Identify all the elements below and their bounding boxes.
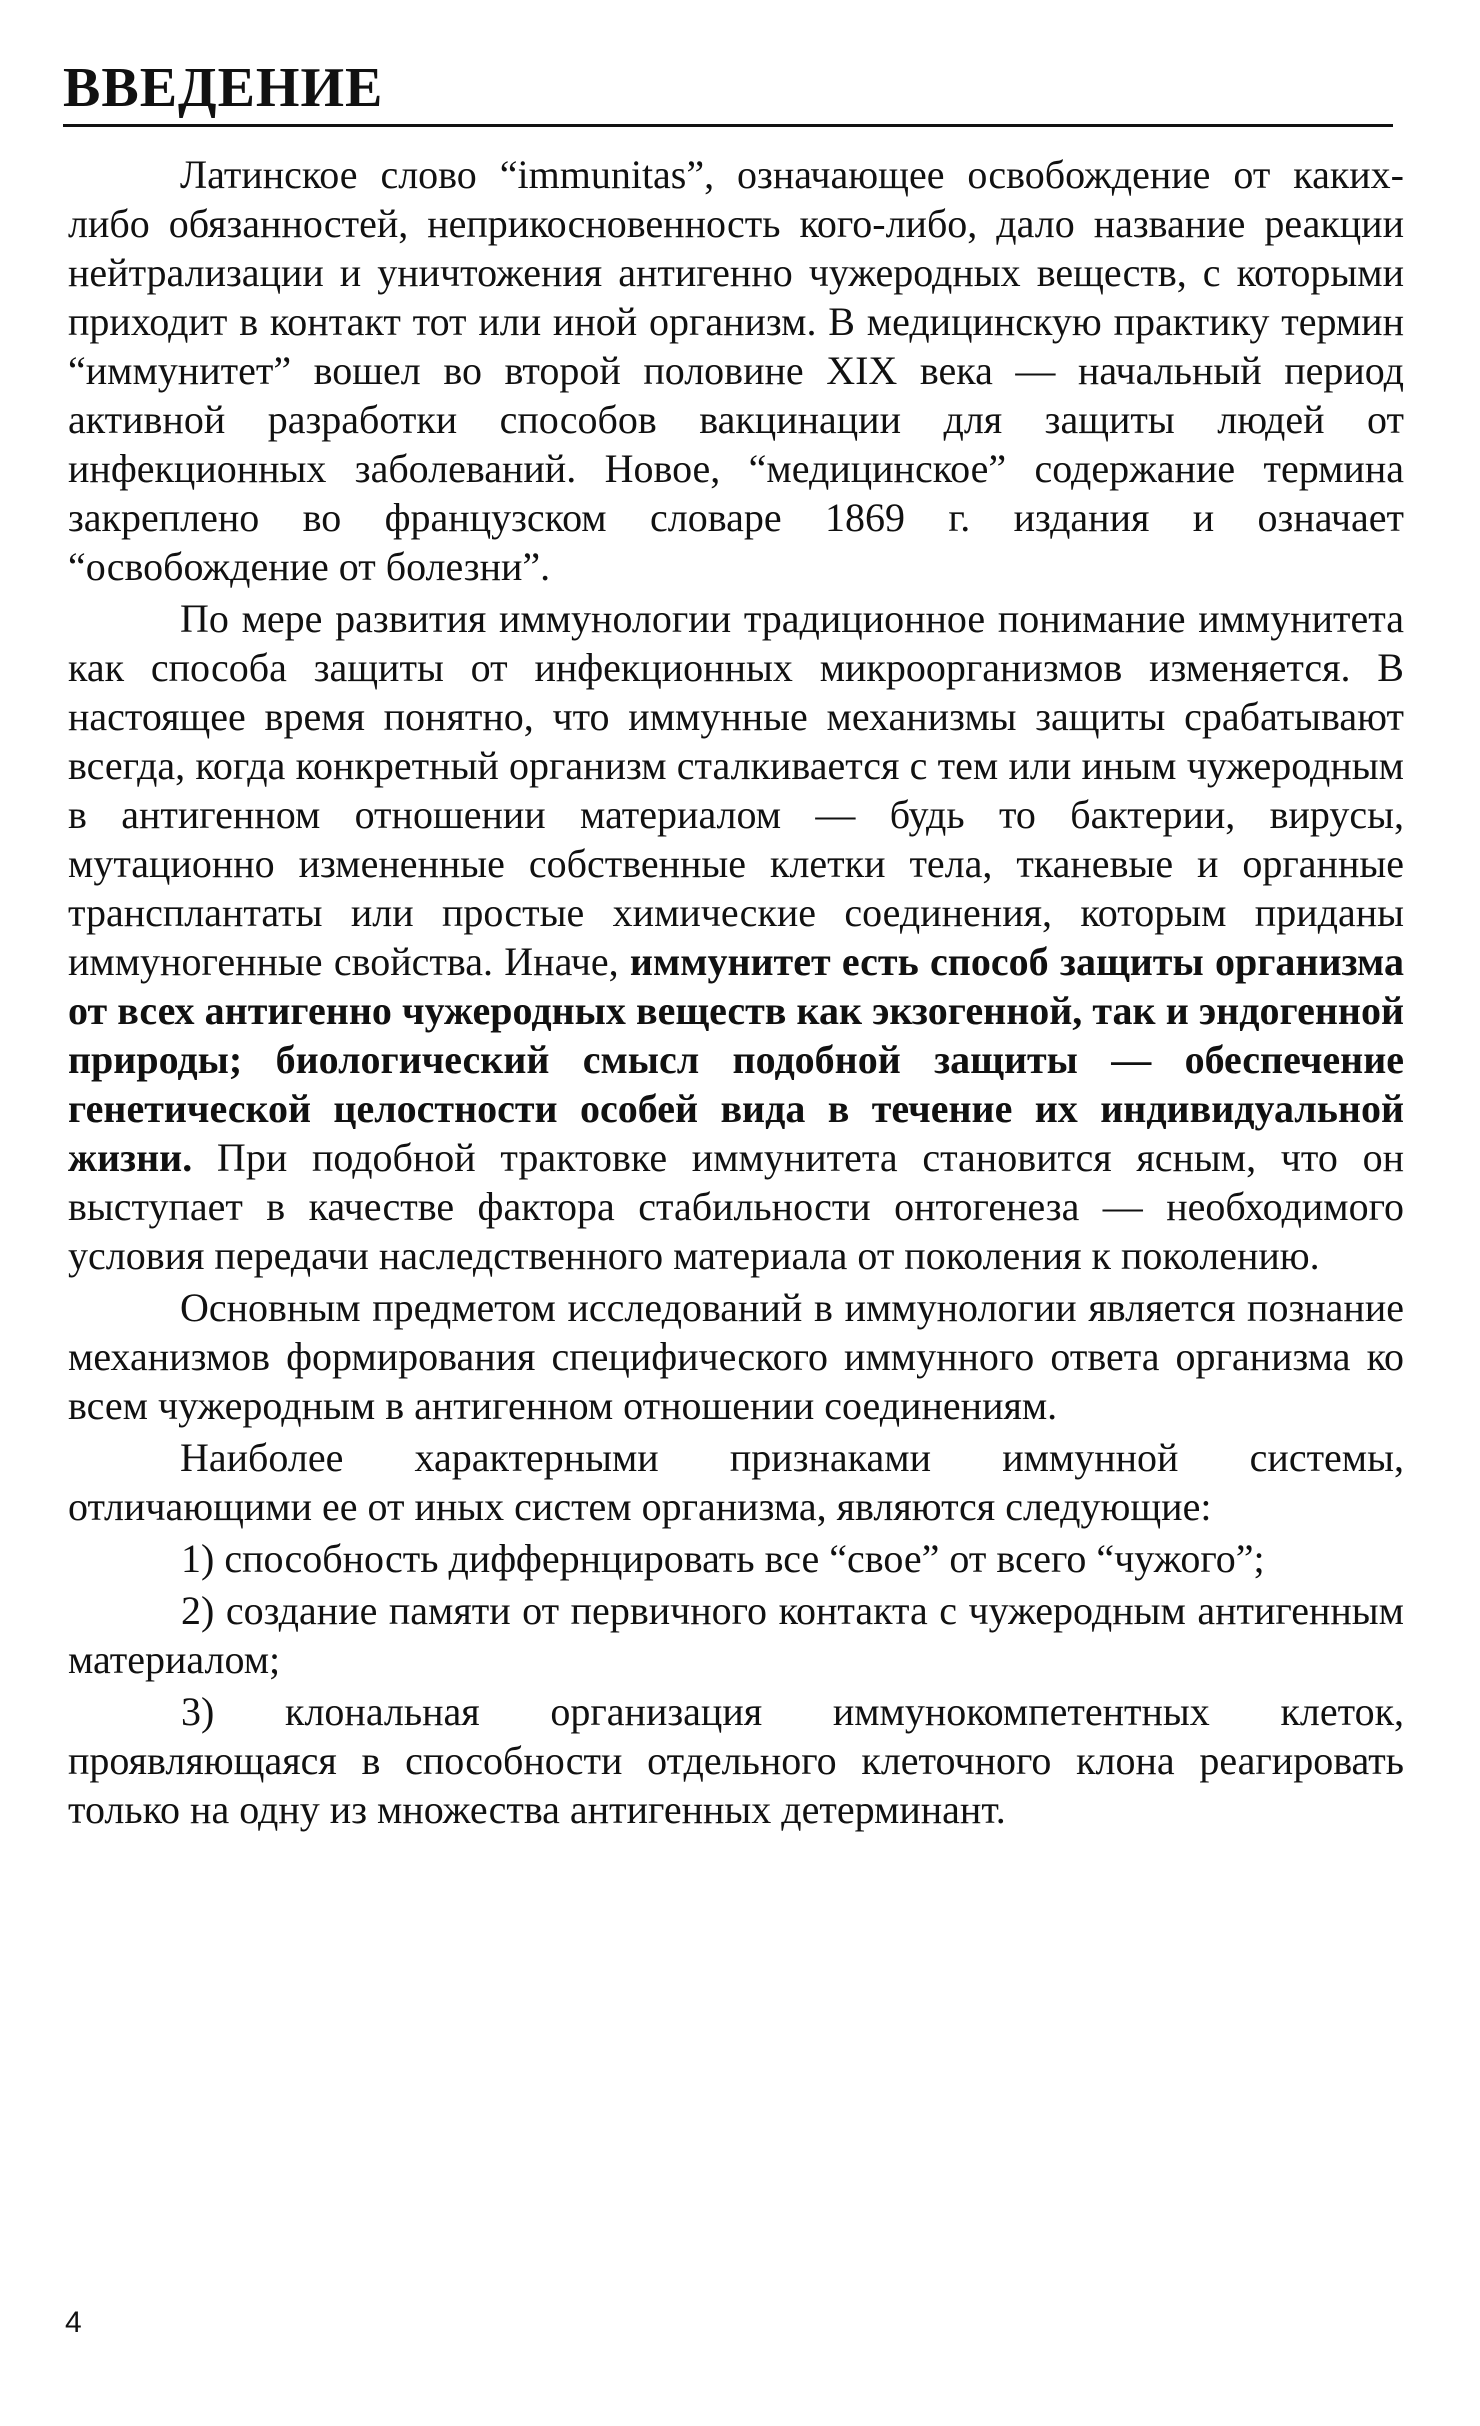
paragraph-4: Наиболее характерными признаками иммунной системы, отличающими ее от иных систем организма, являются следующие: xyxy=(68,1435,1404,1529)
paragraph-2-text-before: По мере развития иммунологии традиционное понимание иммунитета как способа защиты от инфекционных микроорганизмов изменяется. В настоящее время понятно, что иммунные механизмы защиты срабатывают всегда, когда конкретный организм сталкивается с тем или иным чужеродным в антигенном отношении материалом — будь то бактерии, вирусы, мутационно измененные собственные клетки тела, тканевые и органные трансплантаты или простые химические соединения, которым приданы иммуногенные свойства. Иначе, xyxy=(68,596,1404,984)
heading-rule xyxy=(63,124,1393,127)
page-number: 4 xyxy=(65,2306,82,2339)
section-heading: ВВЕДЕНИЕ xyxy=(63,57,384,119)
paragraph-1: Латинское слово “immunitas”, означающее освобождение от каких-либо обязанностей, неприкосновенность кого-либо, дало название реакции нейтрализации и уничтожения антигенно чужеродных веществ, с которыми приходит в контакт тот или иной организм. В медицинскую практику термин “иммунитет” вошел во второй половине XIX века — начальный период активной разработки способов вакцинации для защиты людей от инфекционных заболеваний. Новое, “медицинское” содержание термина закреплено во французском словаре 1869 г. издания и означает “освобождение от болезни”. xyxy=(68,152,1404,589)
list-item-2: 2) создание памяти от первичного контакта с чужеродным антигенным материалом; xyxy=(68,1588,1404,1682)
paragraph-2-bold-definition: иммунитет есть способ защиты организма от всех антигенно чужеродных веществ как экзогенной, так и эндогенной природы; биологический смысл подобной защиты — обеспечение генетической целостности особей вида в течение их индивидуальной жизни. xyxy=(68,939,1404,1180)
list-item-1: 1) способность диффернцировать все “свое” от всего “чужого”; xyxy=(181,1536,1265,1581)
paragraph-2 xyxy=(68,594,1404,1280)
paragraph-3: Основным предметом исследований в иммунологии является познание механизмов формирования специфического иммунного ответа организма ко всем чужеродным в антигенном отношении соединениям. xyxy=(68,1285,1404,1428)
paragraph-2-text-after: При подобной трактовке иммунитета становится ясным, что он выступает в качестве фактора стабильности онтогенеза — необходимого условия передачи наследственного материала от поколения к поколению. xyxy=(68,1135,1404,1278)
list-item-3: 3) клональная организация иммунокомпетентных клеток, проявляющаяся в способности отдельного клеточного клона реагировать только на одну из множества антигенных детерминант. xyxy=(68,1689,1404,1832)
body-text xyxy=(68,150,1404,1837)
